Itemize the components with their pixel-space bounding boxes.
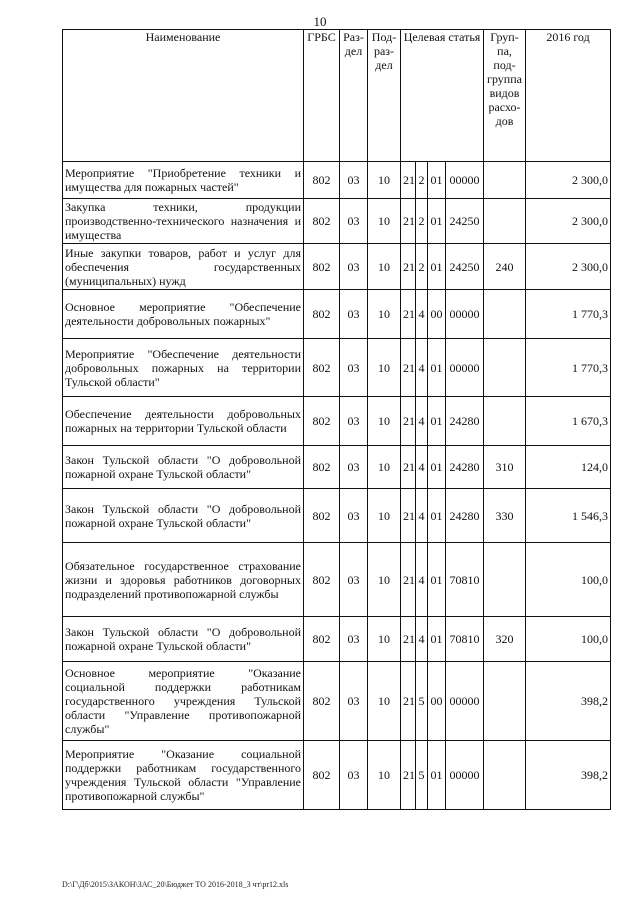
row-target-event: 01	[428, 489, 446, 543]
row-razdel: 03	[340, 244, 368, 290]
table-row	[63, 662, 611, 741]
budget-table	[62, 29, 611, 810]
row-podrazdel: 10	[368, 543, 401, 617]
header-podrazdel: Под- раз- дел	[368, 30, 401, 162]
row-grbs: 802	[304, 162, 340, 199]
row-name: Закон Тульской области "О добровольной пожарной охране Тульской области"	[63, 617, 304, 662]
row-target-event: 01	[428, 446, 446, 489]
row-amount: 1 770,3	[526, 290, 611, 339]
row-amount: 2 300,0	[526, 244, 611, 290]
row-target-subprogram: 4	[416, 617, 428, 662]
row-target-direction: 24280	[446, 489, 484, 543]
row-expense-type	[484, 339, 526, 397]
row-target-program: 21	[401, 741, 416, 810]
row-target-program: 21	[401, 489, 416, 543]
table-row	[63, 339, 611, 397]
row-target-subprogram: 2	[416, 199, 428, 244]
header-expense-type: Груп- па, под- группа видов расхо- дов	[484, 30, 526, 162]
row-expense-type: 310	[484, 446, 526, 489]
row-target-direction: 24250	[446, 244, 484, 290]
row-razdel: 03	[340, 446, 368, 489]
row-grbs: 802	[304, 662, 340, 741]
row-name: Мероприятие "Оказание социальной поддержки работникам государственного учреждения Тульской области "Управление противопожарной службы"	[63, 741, 304, 810]
table-row	[63, 397, 611, 446]
row-podrazdel: 10	[368, 617, 401, 662]
row-expense-type	[484, 543, 526, 617]
row-podrazdel: 10	[368, 290, 401, 339]
row-target-event: 01	[428, 339, 446, 397]
row-grbs: 802	[304, 290, 340, 339]
row-name: Закупка техники, продукции производственно-технического назначения и имущества	[63, 199, 304, 244]
row-target-direction: 24250	[446, 199, 484, 244]
row-podrazdel: 10	[368, 489, 401, 543]
row-target-event: 01	[428, 244, 446, 290]
row-name: Мероприятие "Приобретение техники и имущества для пожарных частей"	[63, 162, 304, 199]
row-razdel: 03	[340, 162, 368, 199]
row-expense-type	[484, 662, 526, 741]
row-amount: 124,0	[526, 446, 611, 489]
table-header-row	[63, 30, 611, 162]
row-amount: 398,2	[526, 741, 611, 810]
row-grbs: 802	[304, 489, 340, 543]
file-path-footer: D:\Г\Дб\2015\ЗАКОН\ЗАС_20\Бюджет ТО 2016-2018_3 чт\pr12.xls	[62, 880, 289, 889]
table-row	[63, 244, 611, 290]
row-podrazdel: 10	[368, 397, 401, 446]
row-grbs: 802	[304, 741, 340, 810]
row-target-event: 01	[428, 199, 446, 244]
row-target-program: 21	[401, 543, 416, 617]
row-name: Основное мероприятие "Оказание социальной поддержки работникам государственного учреждения Тульской области "Управление противопожарной службы"	[63, 662, 304, 741]
row-grbs: 802	[304, 244, 340, 290]
row-expense-type	[484, 741, 526, 810]
row-target-direction: 00000	[446, 162, 484, 199]
row-podrazdel: 10	[368, 662, 401, 741]
row-razdel: 03	[340, 290, 368, 339]
header-name: Наименование	[63, 30, 304, 162]
row-target-event: 01	[428, 741, 446, 810]
row-amount: 1 770,3	[526, 339, 611, 397]
row-expense-type: 320	[484, 617, 526, 662]
row-grbs: 802	[304, 543, 340, 617]
row-target-event: 01	[428, 162, 446, 199]
row-target-program: 21	[401, 339, 416, 397]
table-row	[63, 489, 611, 543]
row-target-event: 00	[428, 662, 446, 741]
row-target-program: 21	[401, 397, 416, 446]
row-expense-type	[484, 397, 526, 446]
header-year-2016: 2016 год	[526, 30, 611, 162]
row-amount: 1 546,3	[526, 489, 611, 543]
row-name: Обязательное государственное страхование жизни и здоровья работников договорных подразделений противопожарной службы	[63, 543, 304, 617]
row-razdel: 03	[340, 339, 368, 397]
row-razdel: 03	[340, 489, 368, 543]
row-amount: 398,2	[526, 662, 611, 741]
row-grbs: 802	[304, 617, 340, 662]
row-target-program: 21	[401, 199, 416, 244]
row-target-subprogram: 2	[416, 244, 428, 290]
row-name: Иные закупки товаров, работ и услуг для обеспечения государственных (муниципальных) нужд	[63, 244, 304, 290]
header-grbs: ГРБС	[304, 30, 340, 162]
row-target-event: 00	[428, 290, 446, 339]
row-razdel: 03	[340, 741, 368, 810]
row-razdel: 03	[340, 662, 368, 741]
row-target-subprogram: 5	[416, 662, 428, 741]
row-target-program: 21	[401, 617, 416, 662]
row-podrazdel: 10	[368, 741, 401, 810]
table-row	[63, 741, 611, 810]
row-target-subprogram: 4	[416, 397, 428, 446]
row-target-event: 01	[428, 543, 446, 617]
header-target-article: Целевая статья	[401, 30, 484, 162]
row-podrazdel: 10	[368, 199, 401, 244]
row-razdel: 03	[340, 199, 368, 244]
row-target-direction: 70810	[446, 543, 484, 617]
row-target-direction: 00000	[446, 290, 484, 339]
row-amount: 100,0	[526, 543, 611, 617]
table-row	[63, 290, 611, 339]
table-row	[63, 162, 611, 199]
row-target-program: 21	[401, 290, 416, 339]
table-body	[63, 162, 611, 810]
header-razdel: Раз- дел	[340, 30, 368, 162]
row-amount: 2 300,0	[526, 199, 611, 244]
row-expense-type	[484, 290, 526, 339]
row-amount: 100,0	[526, 617, 611, 662]
row-target-program: 21	[401, 662, 416, 741]
row-target-subprogram: 4	[416, 543, 428, 617]
row-target-event: 01	[428, 617, 446, 662]
row-target-direction: 00000	[446, 662, 484, 741]
row-target-subprogram: 4	[416, 446, 428, 489]
row-target-direction: 24280	[446, 446, 484, 489]
row-target-program: 21	[401, 446, 416, 489]
row-target-subprogram: 4	[416, 339, 428, 397]
row-razdel: 03	[340, 617, 368, 662]
table-row	[63, 543, 611, 617]
row-amount: 1 670,3	[526, 397, 611, 446]
row-podrazdel: 10	[368, 339, 401, 397]
row-target-subprogram: 2	[416, 162, 428, 199]
row-name: Закон Тульской области "О добровольной пожарной охране Тульской области"	[63, 489, 304, 543]
row-razdel: 03	[340, 543, 368, 617]
row-name: Мероприятие "Обеспечение деятельности добровольных пожарных на территории Тульской области"	[63, 339, 304, 397]
row-amount: 2 300,0	[526, 162, 611, 199]
row-grbs: 802	[304, 446, 340, 489]
table-row	[63, 199, 611, 244]
row-target-direction: 00000	[446, 741, 484, 810]
row-target-program: 21	[401, 162, 416, 199]
row-grbs: 802	[304, 397, 340, 446]
row-podrazdel: 10	[368, 162, 401, 199]
row-expense-type: 240	[484, 244, 526, 290]
row-name: Обеспечение деятельности добровольных пожарных на территории Тульской области	[63, 397, 304, 446]
row-podrazdel: 10	[368, 446, 401, 489]
table-row	[63, 446, 611, 489]
row-name: Основное мероприятие "Обеспечение деятельности добровольных пожарных"	[63, 290, 304, 339]
row-target-program: 21	[401, 244, 416, 290]
row-target-subprogram: 4	[416, 489, 428, 543]
table-row	[63, 617, 611, 662]
row-target-event: 01	[428, 397, 446, 446]
row-expense-type: 330	[484, 489, 526, 543]
row-target-subprogram: 5	[416, 741, 428, 810]
row-target-direction: 70810	[446, 617, 484, 662]
row-grbs: 802	[304, 339, 340, 397]
row-expense-type	[484, 162, 526, 199]
row-name: Закон Тульской области "О добровольной пожарной охране Тульской области"	[63, 446, 304, 489]
row-target-subprogram: 4	[416, 290, 428, 339]
row-grbs: 802	[304, 199, 340, 244]
page-number: 10	[313, 14, 327, 29]
row-expense-type	[484, 199, 526, 244]
row-target-direction: 24280	[446, 397, 484, 446]
row-razdel: 03	[340, 397, 368, 446]
row-target-direction: 00000	[446, 339, 484, 397]
row-podrazdel: 10	[368, 244, 401, 290]
